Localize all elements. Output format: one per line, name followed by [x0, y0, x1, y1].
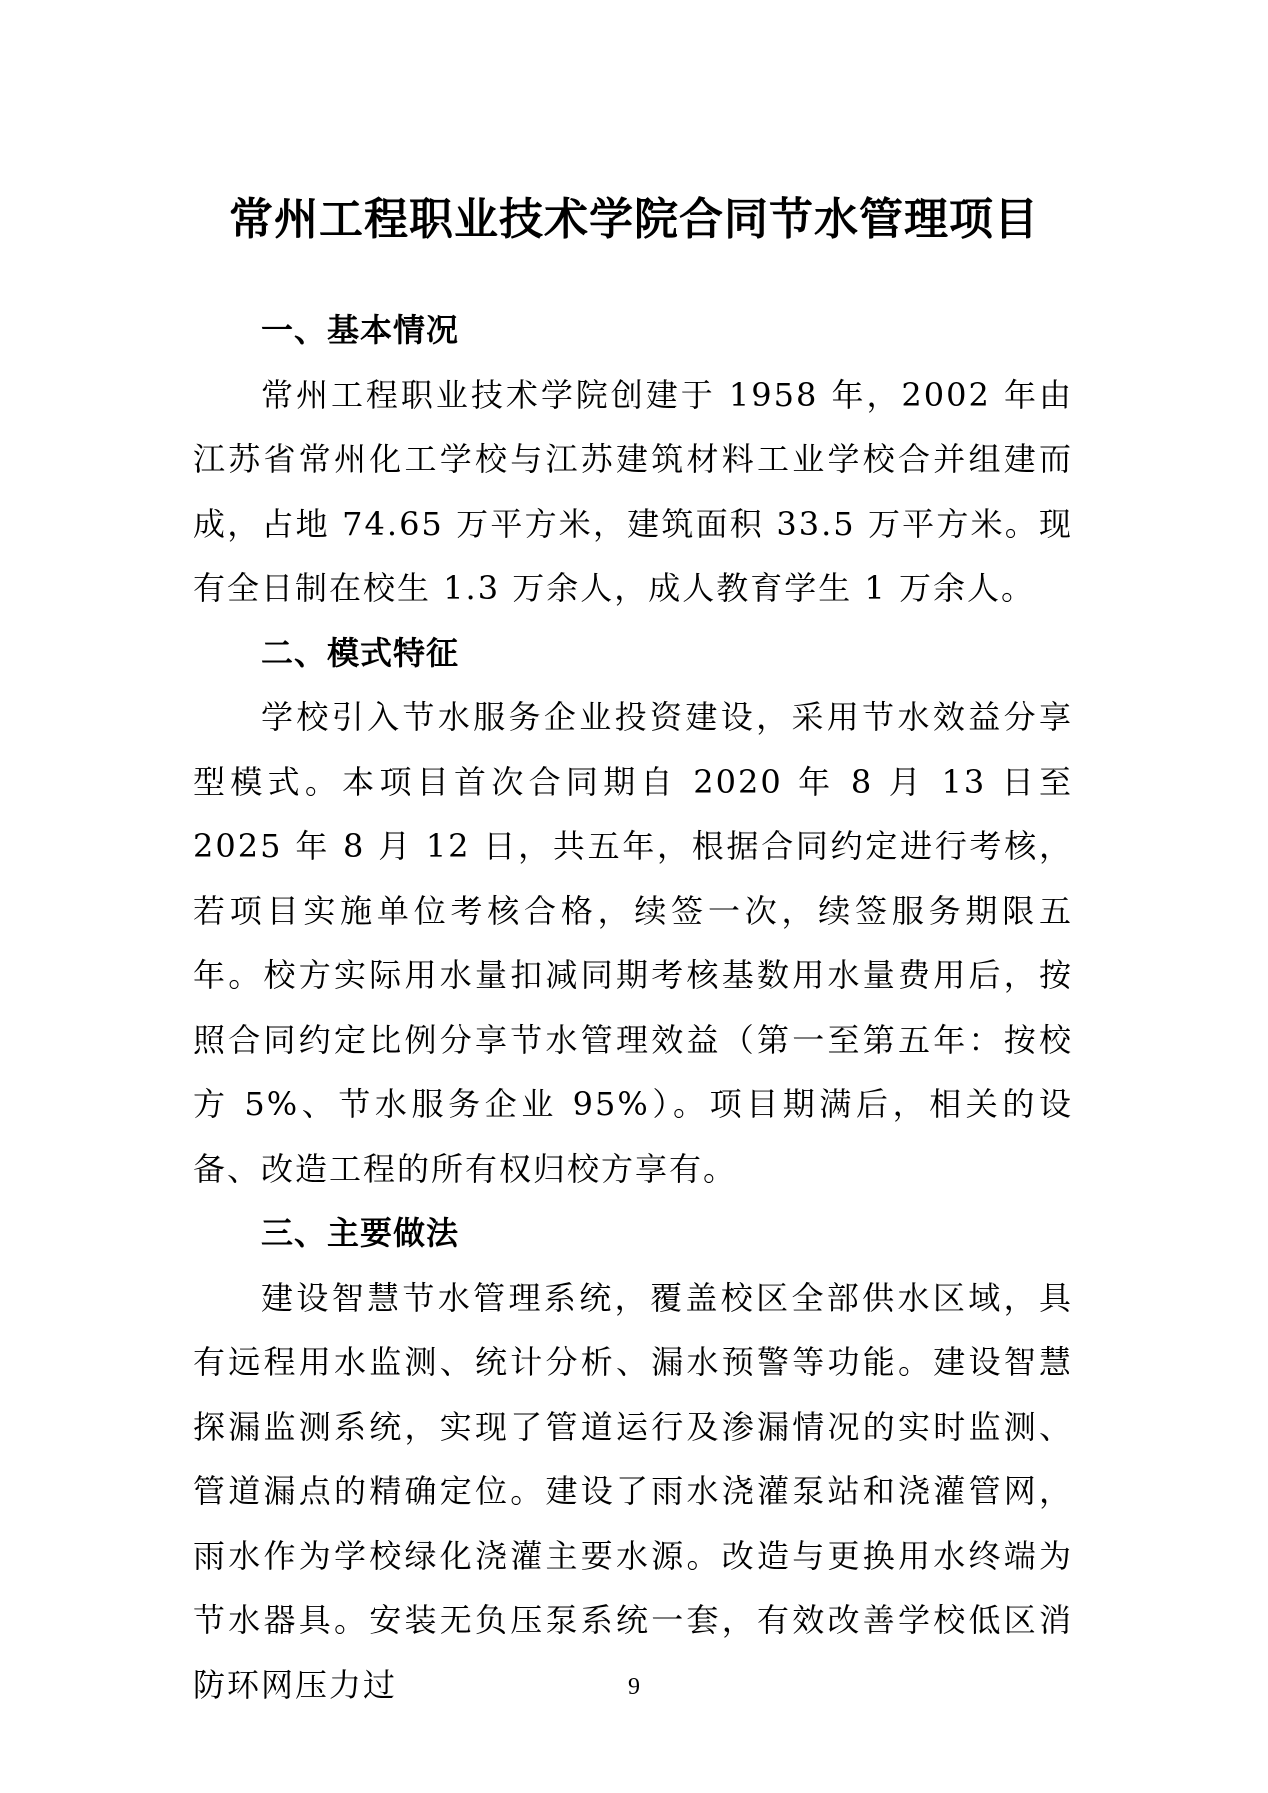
page-number: 9 — [628, 1674, 640, 1700]
section-heading-basic-info: 一、基本情况 — [261, 311, 460, 349]
section-paragraph-model-features: 学校引入节水服务企业投资建设，采用节水效益分享型模式。本项目首次合同期自 2020 年 8 月 13 日至 2025 年 8 月 12 日，共五年，根据合同约定进行考核，若项目实施单位考核合格，续签一次，续签服务期限五年。校方实际用水量扣减同期考核基数用水量费用后，按照合同约定比例分享节水管理效益（第一至第五年：按校方 5%、节水服务企业 95%）。项目期满后，相关的设备、改造工程的所有权归校方享有。 — [193, 698, 1073, 1188]
section-heading-model-features: 二、模式特征 — [261, 633, 460, 672]
document-body — [193, 298, 1073, 1717]
section-paragraph-main-practices: 建设智慧节水管理系统，覆盖校区全部供水区域，具有远程用水监测、统计分析、漏水预警等功能。建设智慧探漏监测系统，实现了管道运行及渗漏情况的实时监测、管道漏点的精确定位。建设了雨水浇灌泵站和浇灌管网，雨水作为学校绿化浇灌主要水源。改造与更换用水终端为节水器具。安装无负压泵系统一套，有效改善学校低区消防环网压力过 — [193, 1278, 1073, 1704]
document-title: 常州工程职业技术学院合同节水管理项目 — [229, 194, 1039, 245]
section-paragraph-basic-info: 常州工程职业技术学院创建于 1958 年，2002 年由江苏省常州化工学校与江苏建筑材料工业学校合并组建而成，占地 74.65 万平方米，建筑面积 33.5 万平方米。现有全日制在校生 1.3 万余人，成人教育学生 1 万余人。 — [193, 375, 1073, 607]
section-heading-main-practices: 三、主要做法 — [261, 1214, 460, 1252]
